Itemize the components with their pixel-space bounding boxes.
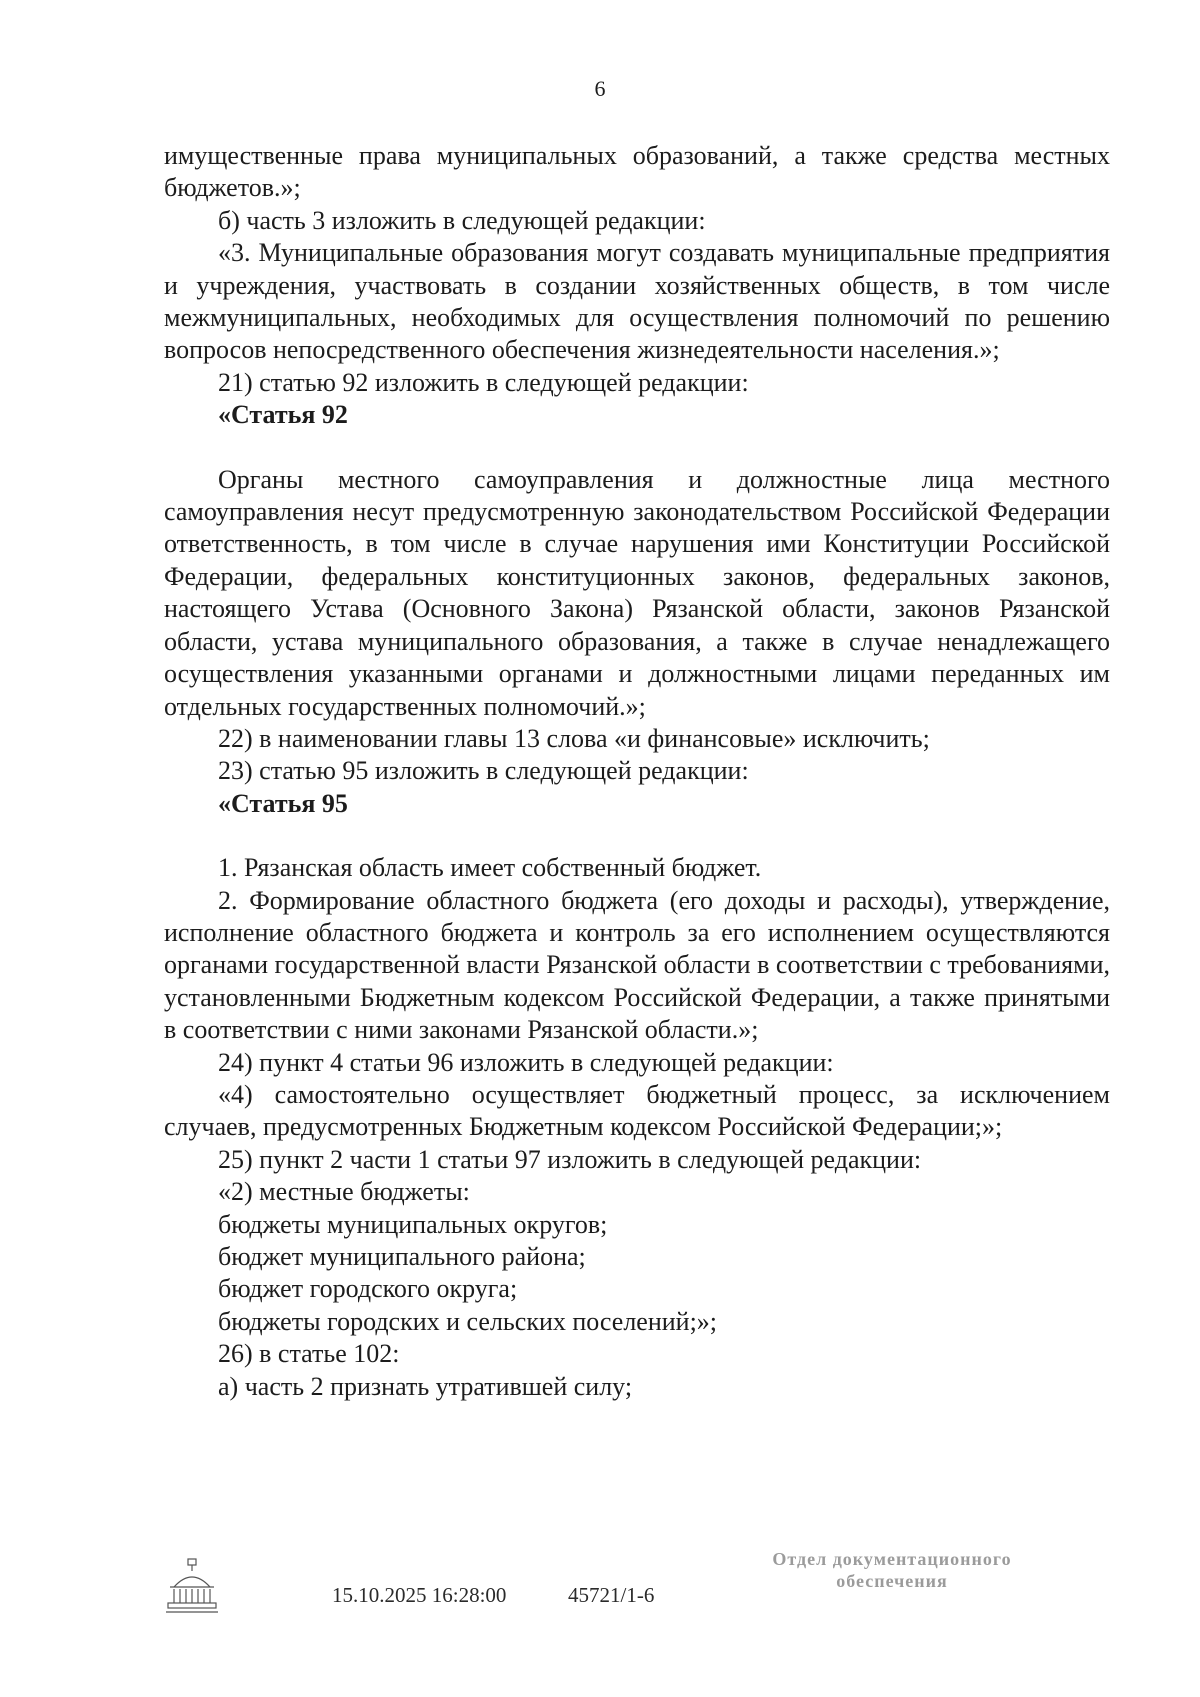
paragraph-quote-part3: «3. Муниципальные образования могут создавать муниципальные предприятия и учреждения, участвовать в создании хозяйственных обществ, в том числе межмуниципальных, необходимых для осуществления полномочий по решению вопросов непосредственного обеспечения жизнедеятельности населения.»; (164, 238, 1110, 365)
list-item: бюджеты городских и сельских поселений;»; (218, 1306, 718, 1336)
paragraph-item-21: 21) статью 92 изложить в следующей редакции: (218, 367, 749, 397)
paragraph-item-b: б) часть 3 изложить в следующей редакции: (218, 205, 706, 235)
paragraph-quote-item4: «4) самостоятельно осуществляет бюджетный процесс, за исключением случаев, предусмотренных Бюджетным кодексом Российской Федерации;»; (164, 1079, 1110, 1142)
department-stamp (742, 1548, 1042, 1592)
stamp-line-1: Отдел документационного (772, 1549, 1012, 1569)
list-item: бюджет городского округа; (218, 1274, 518, 1304)
article-92-text: Органы местного самоуправления и должностные лица местного самоуправления несут предусмотренную законодательством Российской Федерации ответственность, в том числе в случае нарушения ими Конституции Российской Федерации, федеральных конституционных законов, федеральных законов, настоящего Устава (Основного Закона) Рязанской области, законов Рязанской области, устава муниципального образования, а также в случае ненадлежащего осуществления указанными органами и должностными лицами переданных им отдельных государственных полномочий.»; (164, 464, 1110, 721)
document-body (164, 140, 1110, 1403)
paragraph-item-a: а) часть 2 признать утратившей силу; (218, 1371, 633, 1401)
page-number: 6 (594, 76, 606, 101)
spacer (164, 820, 1110, 852)
article-92-heading: «Статья 92 (218, 400, 348, 430)
article-95-heading: «Статья 95 (218, 788, 348, 818)
article-95-part1: 1. Рязанская область имеет собственный бюджет. (218, 853, 762, 883)
paragraph-continuation: имущественные права муниципальных образований, а также средства местных бюджетов.»; (164, 141, 1110, 203)
paragraph-item-25: 25) пункт 2 части 1 статьи 97 изложить в следующей редакции: (218, 1144, 922, 1174)
list-item: бюджет муниципального района; (218, 1242, 586, 1271)
footer-registration-number: 45721/1-6 (568, 1583, 655, 1607)
paragraph-item-24: 24) пункт 4 статьи 96 изложить в следующей редакции: (218, 1047, 834, 1077)
list-item: бюджеты муниципальных округов; (218, 1209, 608, 1239)
stamp-line-2: обеспечения (836, 1571, 948, 1591)
duma-logo-icon (164, 1557, 220, 1617)
spacer (164, 432, 1110, 464)
article-95-part2: 2. Формирование областного бюджета (его доходы и расходы), утверждение, исполнение областного бюджета и контроль за его исполнением осуществляются органами государственной власти Рязанской области в соответствии с требованиями, установленными Бюджетным кодексом Российской Федерации, а также принятыми в соответствии с ними законами Рязанской области.»; (164, 885, 1110, 1045)
list-local-budgets-heading: «2) местные бюджеты: (218, 1177, 470, 1207)
footer-timestamp: 15.10.2025 16:28:00 (332, 1583, 507, 1607)
paragraph-item-23: 23) статью 95 изложить в следующей редакции: (218, 756, 749, 786)
paragraph-item-22: 22) в наименовании главы 13 слова «и финансовые» исключить; (218, 723, 930, 753)
paragraph-item-26: 26) в статье 102: (218, 1339, 400, 1369)
